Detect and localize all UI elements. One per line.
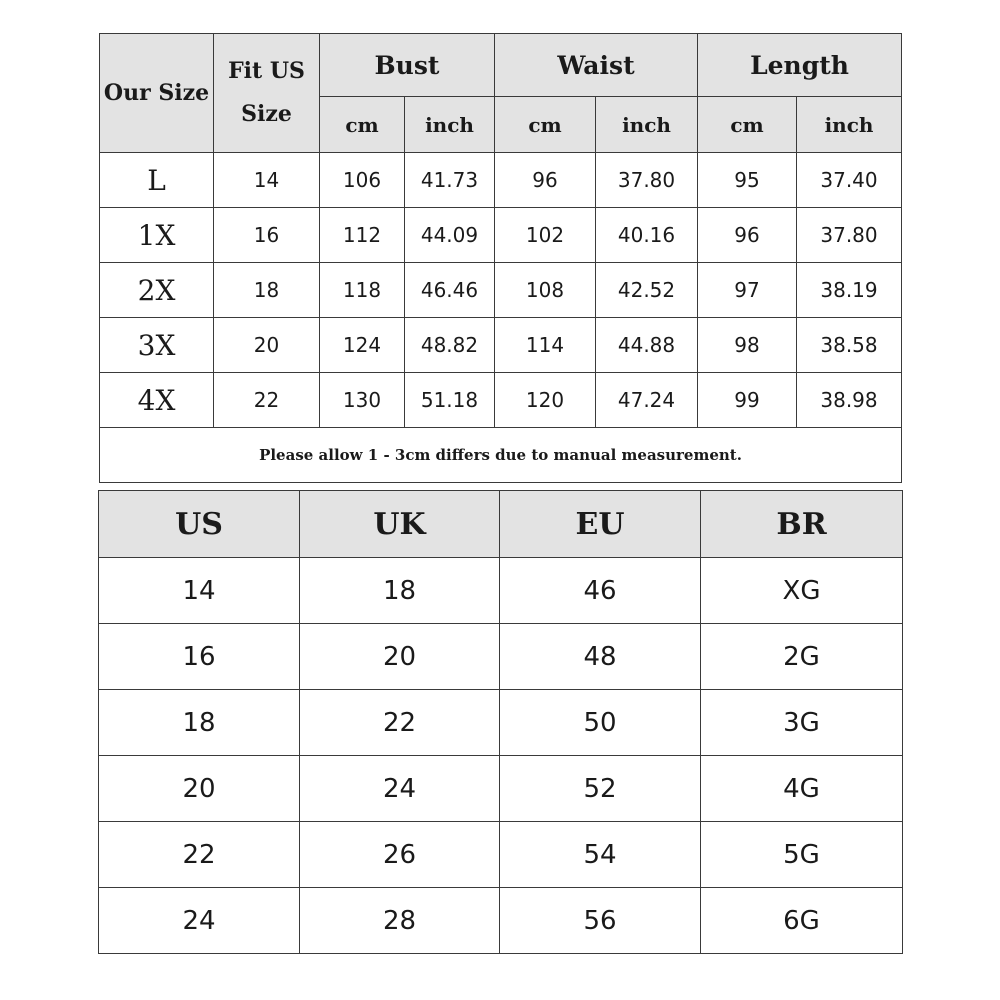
header-our-size: Our Size bbox=[100, 34, 214, 153]
header-us: US bbox=[99, 491, 300, 558]
cell-fit-us: 22 bbox=[214, 373, 320, 428]
cell-fit-us: 16 bbox=[214, 208, 320, 263]
cell-us: 18 bbox=[99, 690, 300, 756]
size-row bbox=[100, 263, 902, 318]
cell-us: 24 bbox=[99, 888, 300, 954]
cell-our-size: 1X bbox=[100, 208, 214, 263]
header-br: BR bbox=[701, 491, 903, 558]
cell-length-cm: 95 bbox=[698, 153, 797, 208]
cell-waist-cm: 114 bbox=[495, 318, 596, 373]
size-chart-table bbox=[99, 33, 902, 483]
conversion-row bbox=[99, 624, 903, 690]
cell-length-inch: 38.98 bbox=[797, 373, 902, 428]
cell-length-cm: 97 bbox=[698, 263, 797, 318]
cell-length-inch: 37.40 bbox=[797, 153, 902, 208]
cell-bust-cm: 112 bbox=[320, 208, 405, 263]
header-bust-cm: cm bbox=[320, 97, 405, 153]
cell-waist-inch: 40.16 bbox=[596, 208, 698, 263]
cell-bust-cm: 124 bbox=[320, 318, 405, 373]
cell-us: 20 bbox=[99, 756, 300, 822]
header-length: Length bbox=[698, 34, 902, 97]
cell-eu: 50 bbox=[500, 690, 701, 756]
header-waist: Waist bbox=[495, 34, 698, 97]
cell-waist-inch: 37.80 bbox=[596, 153, 698, 208]
cell-fit-us: 18 bbox=[214, 263, 320, 318]
cell-our-size: 2X bbox=[100, 263, 214, 318]
cell-waist-inch: 42.52 bbox=[596, 263, 698, 318]
cell-waist-cm: 120 bbox=[495, 373, 596, 428]
cell-eu: 48 bbox=[500, 624, 701, 690]
cell-fit-us: 14 bbox=[214, 153, 320, 208]
cell-uk: 24 bbox=[300, 756, 500, 822]
cell-waist-cm: 108 bbox=[495, 263, 596, 318]
cell-waist-cm: 96 bbox=[495, 153, 596, 208]
cell-waist-inch: 47.24 bbox=[596, 373, 698, 428]
cell-our-size: 4X bbox=[100, 373, 214, 428]
size-row bbox=[100, 208, 902, 263]
cell-bust-cm: 106 bbox=[320, 153, 405, 208]
conversion-row bbox=[99, 558, 903, 624]
conversion-row bbox=[99, 888, 903, 954]
cell-bust-inch: 46.46 bbox=[405, 263, 495, 318]
cell-eu: 46 bbox=[500, 558, 701, 624]
cell-uk: 28 bbox=[300, 888, 500, 954]
cell-our-size: L bbox=[100, 153, 214, 208]
cell-bust-inch: 51.18 bbox=[405, 373, 495, 428]
cell-bust-inch: 48.82 bbox=[405, 318, 495, 373]
cell-waist-inch: 44.88 bbox=[596, 318, 698, 373]
cell-length-inch: 37.80 bbox=[797, 208, 902, 263]
cell-eu: 54 bbox=[500, 822, 701, 888]
cell-us: 14 bbox=[99, 558, 300, 624]
cell-br: 4G bbox=[701, 756, 903, 822]
cell-length-cm: 96 bbox=[698, 208, 797, 263]
cell-eu: 52 bbox=[500, 756, 701, 822]
cell-waist-cm: 102 bbox=[495, 208, 596, 263]
header-waist-inch: inch bbox=[596, 97, 698, 153]
cell-length-cm: 99 bbox=[698, 373, 797, 428]
header-fit-us-line1: Fit US bbox=[228, 58, 305, 84]
cell-uk: 20 bbox=[300, 624, 500, 690]
header-fit-us-size bbox=[214, 34, 320, 153]
cell-uk: 18 bbox=[300, 558, 500, 624]
cell-us: 22 bbox=[99, 822, 300, 888]
cell-bust-inch: 44.09 bbox=[405, 208, 495, 263]
cell-bust-inch: 41.73 bbox=[405, 153, 495, 208]
cell-br: XG bbox=[701, 558, 903, 624]
cell-bust-cm: 130 bbox=[320, 373, 405, 428]
cell-bust-cm: 118 bbox=[320, 263, 405, 318]
size-conversion-table bbox=[98, 490, 903, 954]
size-row bbox=[100, 373, 902, 428]
header-bust: Bust bbox=[320, 34, 495, 97]
cell-length-cm: 98 bbox=[698, 318, 797, 373]
header-uk: UK bbox=[300, 491, 500, 558]
cell-length-inch: 38.19 bbox=[797, 263, 902, 318]
cell-uk: 22 bbox=[300, 690, 500, 756]
cell-br: 5G bbox=[701, 822, 903, 888]
size-row bbox=[100, 318, 902, 373]
cell-br: 6G bbox=[701, 888, 903, 954]
conversion-row bbox=[99, 756, 903, 822]
header-bust-inch: inch bbox=[405, 97, 495, 153]
header-length-cm: cm bbox=[698, 97, 797, 153]
cell-fit-us: 20 bbox=[214, 318, 320, 373]
measurement-note: Please allow 1 - 3cm differs due to manual measurement. bbox=[100, 428, 902, 483]
cell-length-inch: 38.58 bbox=[797, 318, 902, 373]
cell-eu: 56 bbox=[500, 888, 701, 954]
cell-br: 3G bbox=[701, 690, 903, 756]
header-fit-us-line2: Size bbox=[241, 101, 292, 127]
cell-br: 2G bbox=[701, 624, 903, 690]
conversion-row bbox=[99, 822, 903, 888]
conversion-row bbox=[99, 690, 903, 756]
size-row bbox=[100, 153, 902, 208]
header-eu: EU bbox=[500, 491, 701, 558]
cell-us: 16 bbox=[99, 624, 300, 690]
header-length-inch: inch bbox=[797, 97, 902, 153]
cell-our-size: 3X bbox=[100, 318, 214, 373]
cell-uk: 26 bbox=[300, 822, 500, 888]
header-waist-cm: cm bbox=[495, 97, 596, 153]
